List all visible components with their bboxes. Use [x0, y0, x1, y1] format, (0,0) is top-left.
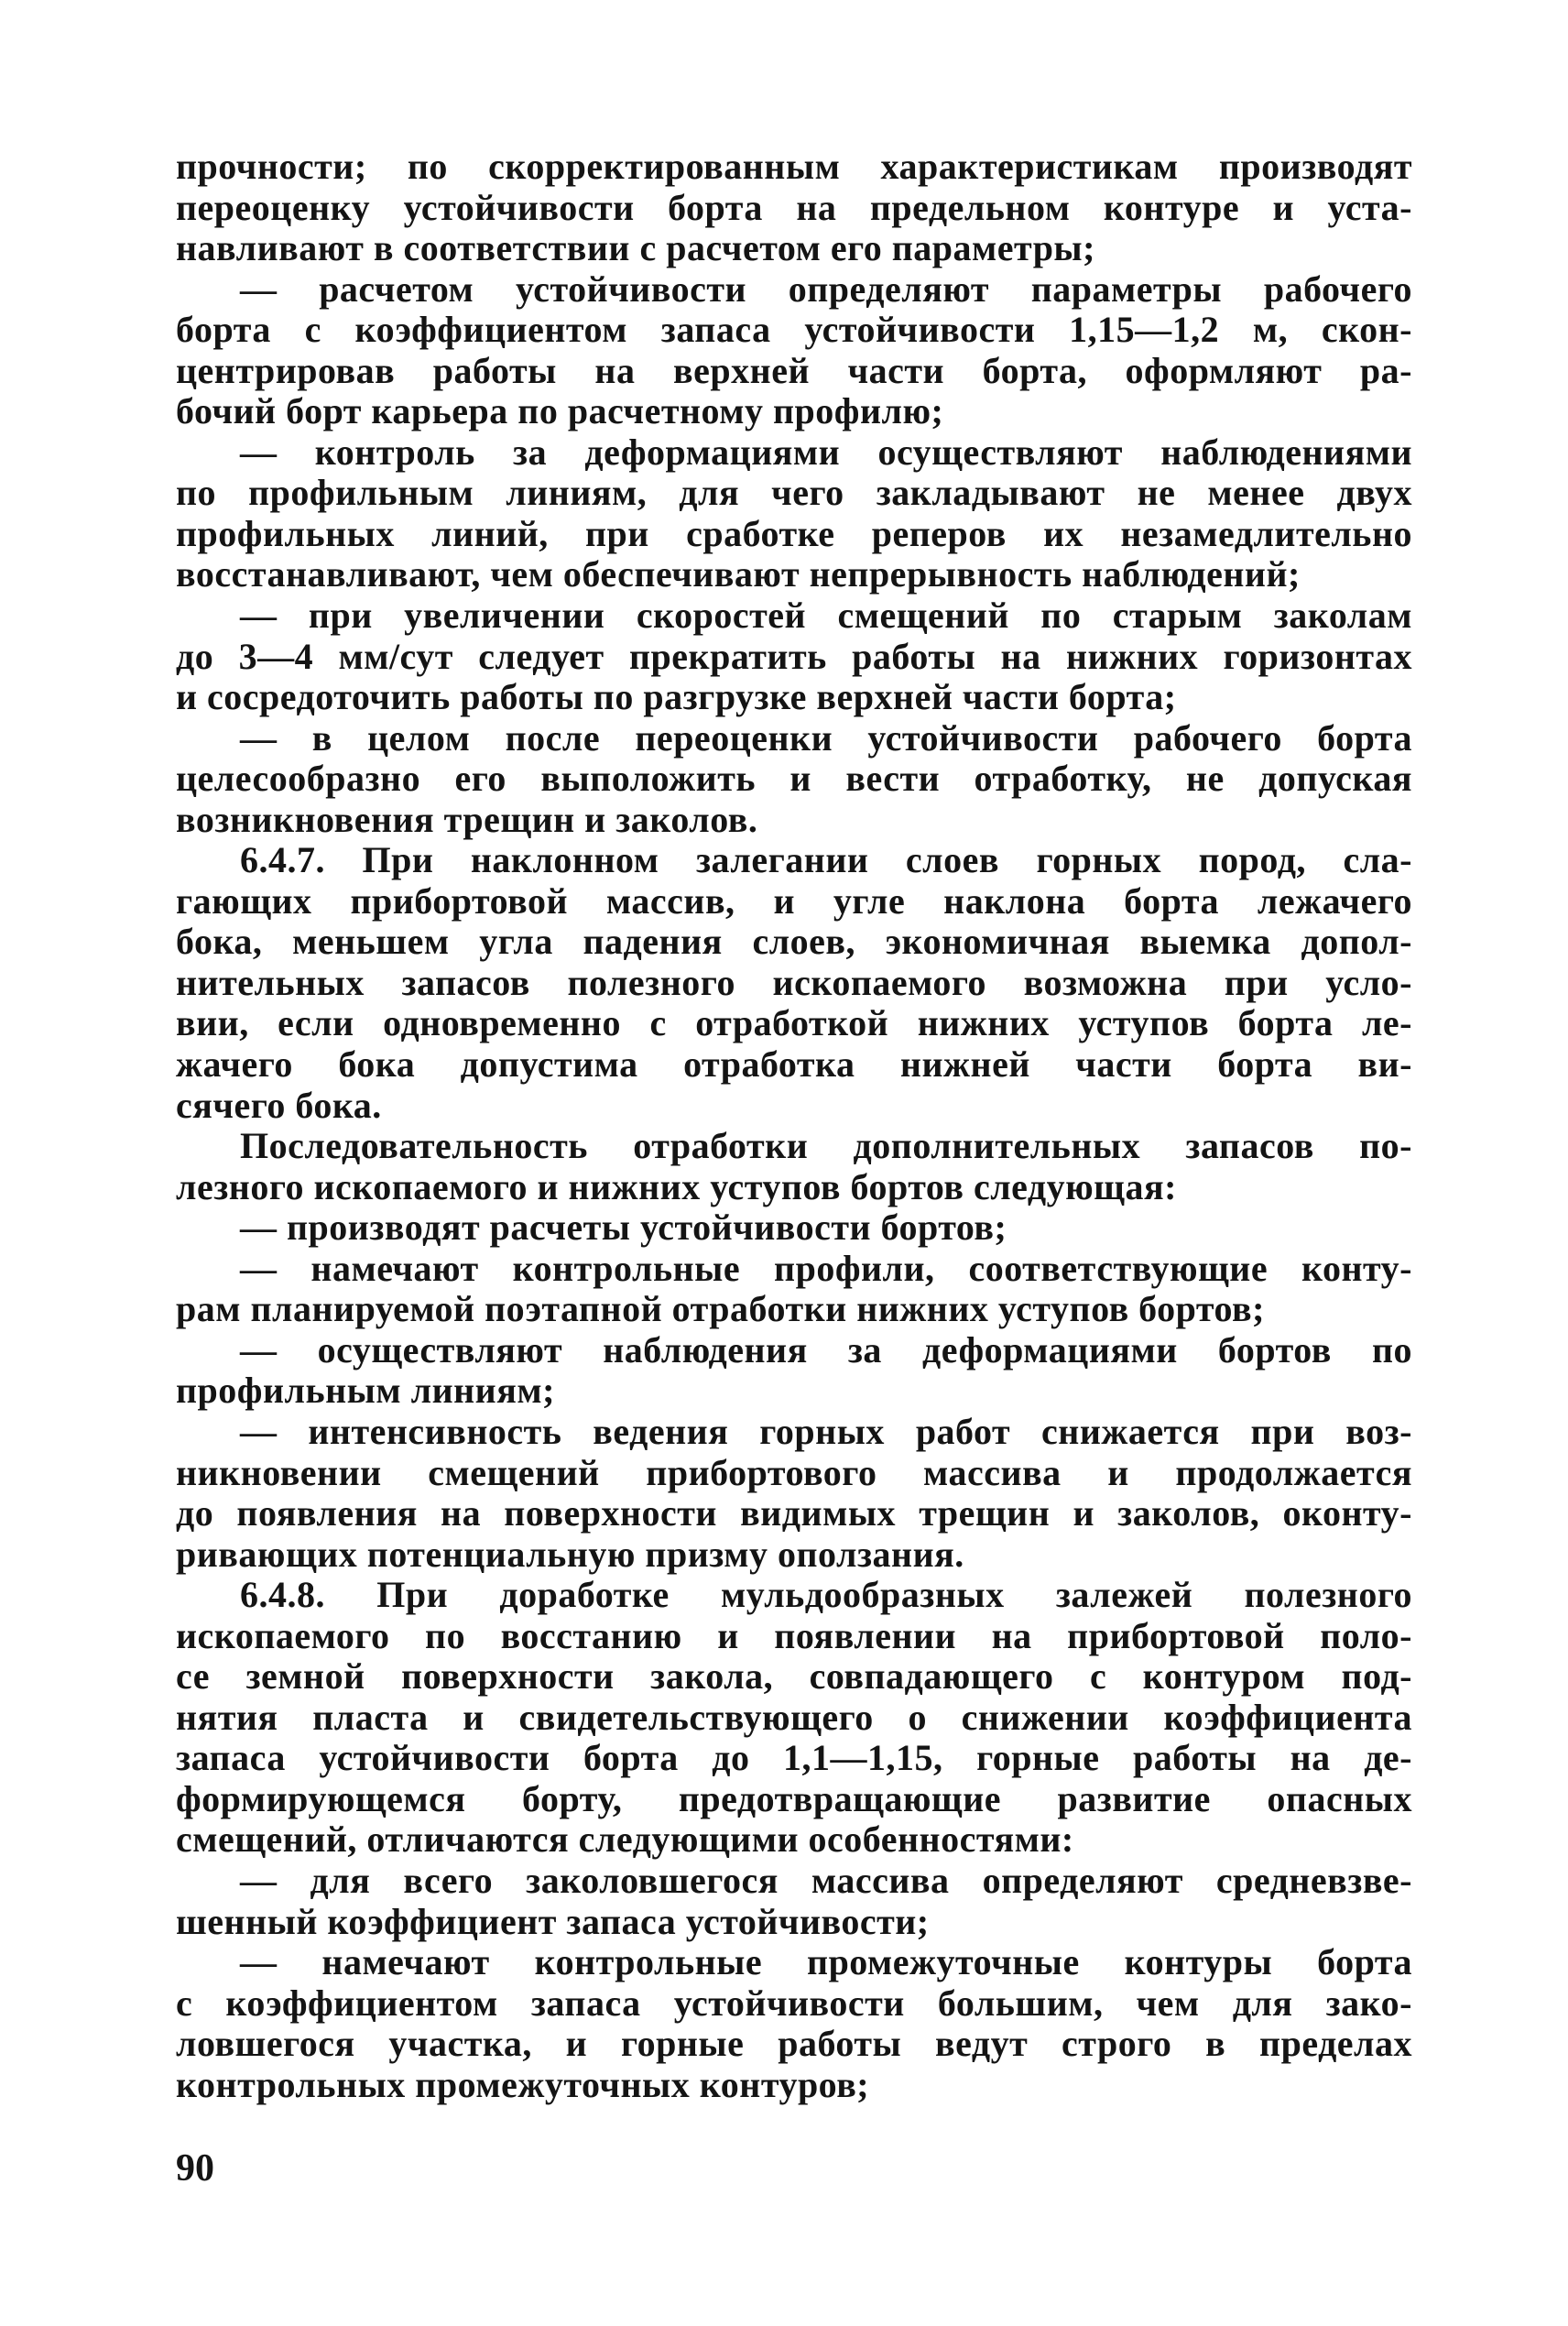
text-line: целесообразно его выположить и вести отработку, не допуская [176, 758, 1412, 800]
text-line: ископаемого по восстанию и появлении на прибортовой поло- [176, 1614, 1412, 1656]
text-line: запаса устойчивости борта до 1,1—1,15, горные работы на де- [176, 1737, 1412, 1779]
text-line: с коэффициентом запаса устойчивости большим, чем для зако- [176, 1982, 1412, 2024]
text-line: профильным линиям; [176, 1370, 555, 1412]
text-line: по профильным линиям, для чего закладывают не менее двух [176, 472, 1412, 514]
text-line: Последовательность отработки дополнительных запасов по- [240, 1125, 1412, 1167]
text-line: — интенсивность ведения горных работ снижается при воз- [240, 1410, 1412, 1452]
text-line: прочности; по скорректированным характеристикам производят [176, 146, 1412, 187]
text-line: ривающих потенциальную призму оползания. [176, 1533, 964, 1575]
text-line: никновении смещений прибортового массива и продолжается [176, 1451, 1412, 1493]
text-line: бока, меньшем угла падения слоев, экономичная выемка допол- [176, 921, 1412, 963]
text-line: — расчетом устойчивости определяют параметры рабочего [240, 268, 1412, 310]
text-line: — осуществляют наблюдения за деформациями бортов по [240, 1328, 1412, 1370]
text-line: рам планируемой поэтапной отработки нижних уступов бортов; [176, 1288, 1265, 1330]
text-line: сячего бока. [176, 1084, 382, 1126]
text-line: 6.4.8. При доработке мульдообразных залежей полезного [240, 1574, 1412, 1616]
text-line: формирующемся борту, предотвращающие развитие опасных [176, 1777, 1412, 1819]
text-line: возникновения трещин и заколов. [176, 798, 758, 840]
text-line: — в целом после переоценки устойчивости рабочего борта [240, 716, 1412, 759]
text-line: нятия пласта и свидетельствующего о снижении коэффициента [176, 1696, 1412, 1738]
text-line: борта с коэффициентом запаса устойчивости 1,15—1,2 м, скон- [176, 309, 1412, 351]
text-line: — намечают контрольные промежуточные контуры борта [240, 1941, 1412, 1983]
text-line: шенный коэффициент запаса устойчивости; [176, 1900, 930, 1942]
text-line: 6.4.7. При наклонном залегании слоев горных пород, сла- [240, 839, 1412, 881]
text-line: вии, если одновременно с отработкой нижних уступов борта ле- [176, 1002, 1412, 1044]
text-line: жачего бока допустима отработка нижней части борта ви- [176, 1043, 1412, 1086]
text-line: навливают в соответствии с расчетом его параметры; [176, 227, 1095, 269]
text-line: — контроль за деформациями осуществляют наблюдениями [240, 431, 1412, 473]
text-line: гающих прибортовой массив, и угле наклона борта лежачего [176, 879, 1412, 922]
page-number: 90 [176, 2147, 214, 2189]
body-text [176, 147, 1412, 2105]
text-line: переоценку устойчивости борта на предельном контуре и уста- [176, 186, 1412, 228]
text-line: профильных линий, при сработке реперов их незамедлительно [176, 512, 1412, 554]
text-line: бочий борт карьера по расчетному профилю; [176, 390, 944, 432]
text-line: до 3—4 мм/сут следует прекратить работы на нижних горизонтах [176, 635, 1412, 677]
text-line: — для всего заколовшегося массива определяют средневзве- [240, 1859, 1412, 1901]
text-line: се земной поверхности закола, совпадающего с контуром под- [176, 1655, 1412, 1698]
text-line: восстанавливают, чем обеспечивают непрерывность наблюдений; [176, 553, 1301, 595]
text-line: нительных запасов полезного ископаемого возможна при усло- [176, 961, 1412, 1003]
text-line: ловшегося участка, и горные работы ведут строго в пределах [176, 2023, 1412, 2065]
text-line: смещений, отличаются следующими особенностями: [176, 1818, 1074, 1861]
text-line: контрольных промежуточных контуров; [176, 2063, 870, 2105]
text-line: лезного ископаемого и нижних уступов бортов следующая: [176, 1165, 1177, 1207]
text-line: центрировав работы на верхней части борта, оформляют ра- [176, 349, 1412, 391]
text-line: — производят расчеты устойчивости бортов; [240, 1207, 1007, 1249]
text-line: — намечают контрольные профили, соответствующие конту- [240, 1247, 1412, 1289]
text-line: до появления на поверхности видимых трещин и заколов, оконту- [176, 1492, 1412, 1534]
text-line: — при увеличении скоростей смещений по старым заколам [240, 595, 1412, 637]
text-line: и сосредоточить работы по разгрузке верхней части борта; [176, 676, 1177, 718]
